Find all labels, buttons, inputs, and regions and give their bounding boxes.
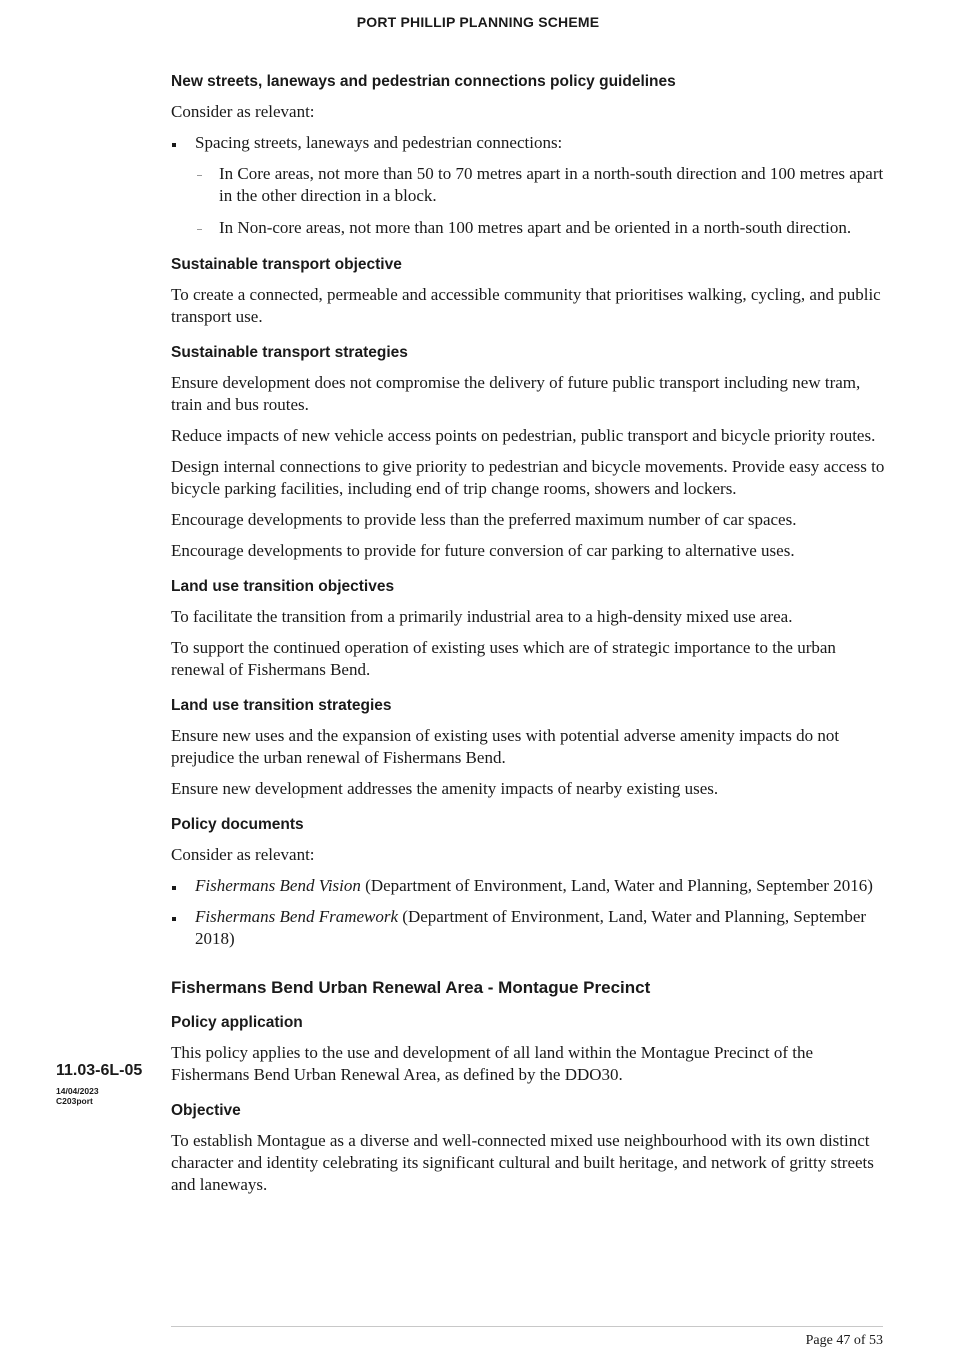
paragraph: Ensure new uses and the expansion of existing uses with potential adverse amenity impacts do not prejudice the urban renewal of Fishermans Bend. (171, 726, 840, 767)
clause-number: 11.03-6L-05 (56, 1062, 143, 1079)
paragraph: To facilitate the transition from a primarily industrial area to a high-density mixed use area. (171, 607, 793, 626)
paragraph: Design internal connections to give priority to pedestrian and bicycle movements. Provide easy access to bicycle parking facilities, including end of trip change rooms, showers and lockers. (171, 457, 885, 498)
objective-heading: Objective (171, 1102, 241, 1119)
document-details: (Department of Environment, Land, Water and Planning, September 2018) (195, 907, 867, 948)
paragraph: To support the continued operation of existing uses which are of strategic importance to the urban renewal of Fishermans Bend. (171, 638, 836, 679)
policy-documents-heading: Policy documents (171, 816, 304, 833)
landuse-objectives-heading: Land use transition objectives (171, 578, 395, 595)
policy-application-text: This policy applies to the use and development of all land within the Montague Precinct of the Fishermans Bend Urban Renewal Area, as defined by the DDO30. (171, 1043, 814, 1084)
footer-divider (171, 1326, 883, 1327)
page-number: Page 47 of 53 (805, 1333, 883, 1348)
list-item: In Non-core areas, not more than 100 metres apart and be oriented in a north-south direction. (195, 217, 885, 239)
paragraph: Reduce impacts of new vehicle access points on pedestrian, public transport and bicycle priority routes. (171, 426, 876, 445)
paragraph: Ensure new development addresses the amenity impacts of nearby existing uses. (171, 779, 719, 798)
page-content (171, 72, 885, 1205)
bullet-text: Spacing streets, laneways and pedestrian connections: (195, 133, 563, 152)
document-details: (Department of Environment, Land, Water and Planning, September 2016) (360, 876, 873, 895)
transport-objective-heading: Sustainable transport objective (171, 256, 402, 273)
policy-documents-intro: Consider as relevant: (171, 845, 315, 864)
paragraph: Ensure development does not compromise the delivery of future public transport including new tram, train and bus routes. (171, 373, 861, 414)
list-item (171, 132, 885, 239)
list-item: In Core areas, not more than 50 to 70 metres apart in a north-south direction and 100 metres apart in the other direction in a block. (195, 163, 885, 207)
paragraph: To create a connected, permeable and accessible community that prioritises walking, cycling, and public transport use. (171, 285, 881, 326)
spacing-sublist (195, 163, 885, 239)
paragraph: Encourage developments to provide less than the preferred maximum number of car spaces. (171, 510, 797, 529)
document-title: Fishermans Bend Vision (195, 876, 361, 895)
document-title: Fishermans Bend Framework (195, 907, 399, 926)
page-header: PORT PHILLIP PLANNING SCHEME (356, 14, 600, 30)
transport-strategies-heading: Sustainable transport strategies (171, 344, 408, 361)
list-item (171, 875, 885, 897)
policy-documents-list (171, 875, 885, 950)
list-item (171, 906, 885, 950)
clause-title: Fishermans Bend Urban Renewal Area - Montague Precinct (171, 978, 651, 997)
clause-meta (56, 1086, 99, 1106)
landuse-strategies-heading: Land use transition strategies (171, 697, 392, 714)
objective-text: To establish Montague as a diverse and well-connected mixed use neighbourhood with its own distinct character and identity celebrating its significant cultural and built heritage, and network of gritty streets and laneways. (171, 1131, 874, 1194)
new-streets-intro: Consider as relevant: (171, 102, 315, 121)
new-streets-heading: New streets, laneways and pedestrian connections policy guidelines (171, 73, 676, 90)
clause-date: 14/04/2023 (56, 1086, 99, 1096)
paragraph: Encourage developments to provide for future conversion of car parking to alternative uses. (171, 541, 795, 560)
clause-amendment: C203port (56, 1096, 93, 1106)
new-streets-list (171, 132, 885, 239)
policy-application-heading: Policy application (171, 1014, 303, 1031)
